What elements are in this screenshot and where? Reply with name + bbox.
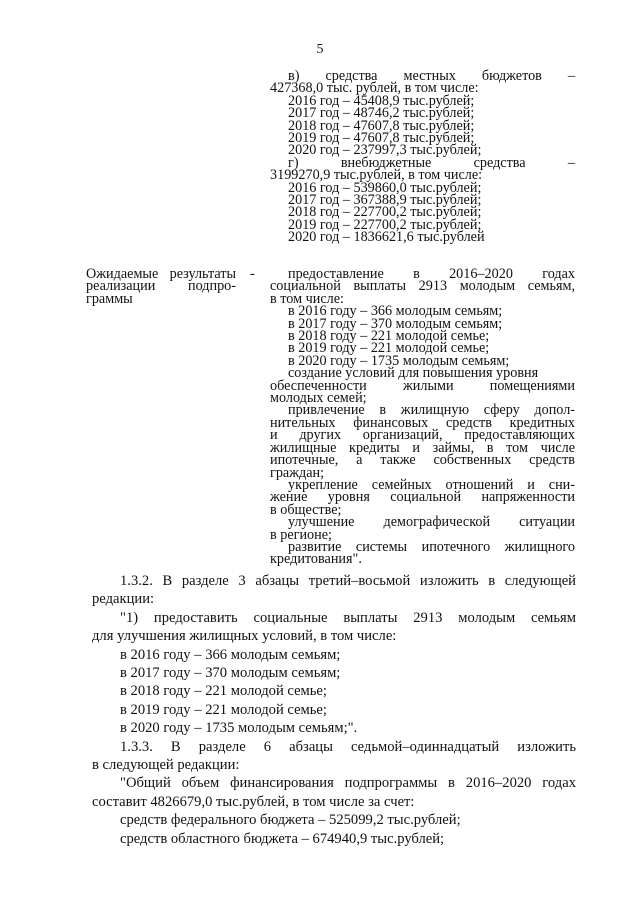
body-line: для улучшения жилищных условий, в том числе:	[92, 628, 397, 645]
results-line: ипотечные, а также собственных средств	[270, 452, 575, 469]
body-line: 1.3.2. В разделе 3 абзацы третий–восьмой изложить в следующей	[120, 573, 576, 589]
results-line: жение уровня социальной напряженности	[270, 489, 575, 506]
results-line: и других организаций, предоставляющих	[270, 427, 575, 444]
funding-line: 2020 год – 1836621,6 тыс.рублей	[288, 229, 485, 246]
body-line: редакции:	[92, 591, 155, 608]
results-line: в 2019 году – 221 молодой семье;	[288, 340, 490, 357]
funding-line: 2016 год – 539860,0 тыс.рублей;	[288, 179, 482, 196]
body-line: в 2017 году – 370 молодым семьям;	[120, 665, 341, 682]
label-dash: -	[250, 266, 255, 282]
results-line: жилищные кредиты и займы, в том числе	[270, 439, 575, 456]
funding-line: 2017 год – 48746,2 тыс.рублей;	[288, 105, 475, 122]
funding-line: 2019 год – 227700,2 тыс.рублей;	[288, 216, 482, 233]
results-line: граждан;	[270, 464, 325, 481]
results-line: в 2020 году – 1735 молодым семьям;	[288, 352, 510, 369]
results-line: привлечение в жилищную сферу допол-	[288, 402, 575, 419]
funding-line: 427368,0 тыс. рублей, в том числе:	[270, 80, 479, 97]
body-line: средств федерального бюджета – 525099,2 тыс.рублей;	[120, 812, 461, 829]
results-line: предоставление в 2016–2020 годах	[288, 266, 575, 282]
funding-line: 2018 год – 47607,8 тыс.рублей;	[288, 117, 475, 134]
body-text	[92, 572, 576, 848]
results-line: создание условий для повышения уровня	[288, 365, 539, 382]
results-line: обеспеченности жилыми помещениями	[270, 377, 575, 394]
funding-line: 2019 год – 47607,8 тыс.рублей;	[288, 130, 475, 147]
funding-line: г) внебюджетные средства –	[288, 154, 575, 171]
results-line: в том числе:	[270, 290, 344, 307]
label-line: реализации подпро-	[86, 278, 236, 295]
label-line: граммы	[86, 290, 133, 307]
body-line: средств областного бюджета – 674940,9 тыс.рублей;	[120, 830, 445, 847]
results-line: в 2017 году – 370 молодым семьям;	[288, 315, 503, 332]
body-line: в 2016 году – 366 молодым семьям;	[120, 646, 341, 663]
results-line: развитие системы ипотечного жилищного	[288, 538, 575, 555]
results-line: нительных финансовых средств кредитных	[270, 414, 575, 431]
results-line: социальной выплаты 2913 молодым семьям,	[270, 278, 575, 295]
results-block	[270, 268, 575, 566]
body-line: в следующей редакции:	[92, 757, 240, 774]
funding-block	[270, 70, 575, 244]
body-line: в 2020 году – 1735 молодым семьям;".	[120, 720, 358, 737]
results-line: в 2016 году – 366 молодым семьям;	[288, 303, 503, 320]
body-line: "1) предоставить социальные выплаты 2913 молодым семьям	[120, 609, 576, 626]
funding-line: 2016 год – 45408,9 тыс.рублей;	[288, 92, 475, 109]
body-line: в 2018 году – 221 молодой семье;	[120, 683, 327, 700]
results-line: в регионе;	[270, 526, 332, 543]
funding-line: в) средства местных бюджетов –	[288, 68, 575, 84]
funding-line: 2018 год – 227700,2 тыс.рублей;	[288, 204, 482, 221]
funding-line: 3199270,9 тыс.рублей, в том числе:	[270, 167, 483, 184]
results-line: кредитования".	[270, 551, 362, 568]
results-line: в 2018 году – 221 молодой семье;	[288, 328, 490, 345]
results-line: укрепление семейных отношений и сни-	[288, 476, 575, 493]
results-line: в обществе;	[270, 501, 342, 518]
funding-line: 2020 год – 237997,3 тыс.рублей;	[288, 142, 482, 159]
body-line: в 2019 году – 221 молодой семье;	[120, 701, 327, 718]
page-number: 5	[316, 42, 324, 57]
results-label	[86, 268, 236, 305]
body-line: 1.3.3. В разделе 6 абзацы седьмой–одиннадцатый изложить	[120, 738, 576, 755]
body-line: "Общий объем финансирования подпрограммы в 2016–2020 годах	[120, 775, 576, 792]
funding-line: 2017 год – 367388,9 тыс.рублей;	[288, 192, 482, 209]
results-line: улучшение демографической ситуации	[288, 514, 575, 531]
body-line: составит 4826679,0 тыс.рублей, в том числе за счет:	[92, 793, 415, 810]
label-line: Ожидаемые результаты	[86, 266, 236, 282]
results-line: молодых семей;	[270, 390, 367, 407]
